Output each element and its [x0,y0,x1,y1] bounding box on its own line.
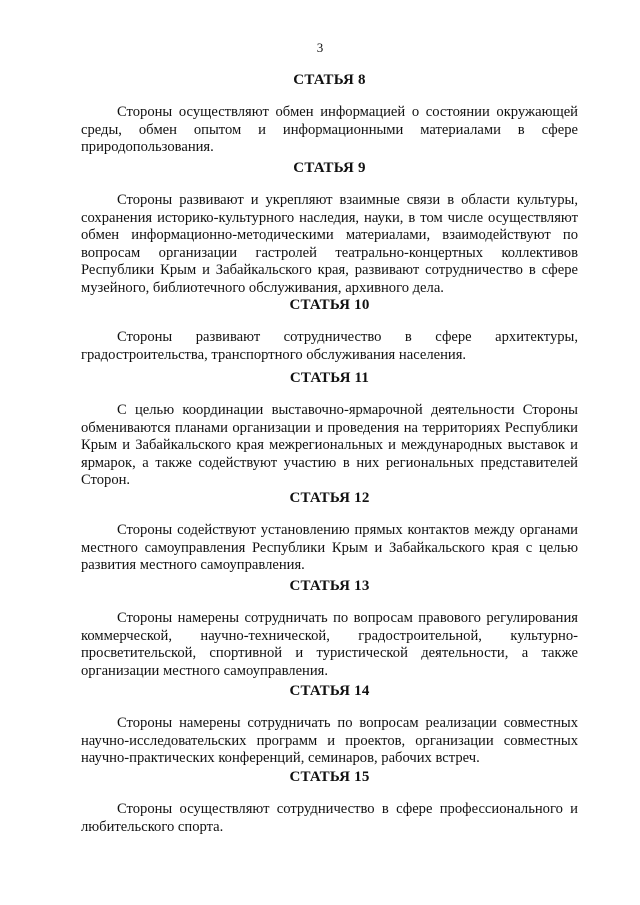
article-text: Стороны развивают и укрепляют взаимные связи в области культуры, сохранения историко-культурного наследия, науки, в том числе осуществляют обмен информационно-методическими материалами, взаимодействуют по вопросам организации гастролей театрально-концертных коллективов Республики Крым и Забайкальского края, развивают сотрудничество в сфере музейного, библиотечного обслуживания, архивного дела. [81,192,578,296]
article-heading: СТАТЬЯ 15 [289,769,370,785]
article-text: Стороны намерены сотрудничать по вопросам реализации совместных научно-исследовательских программ и проектов, организации совместных научно-практических конференций, семинаров, рабочих встреч. [81,715,578,767]
page-number: 3 [316,40,324,55]
article-heading: СТАТЬЯ 10 [289,297,370,313]
article-text: Стороны осуществляют обмен информацией о состоянии окружающей среды, обмен опытом и информационными материалами в сфере природопользования. [81,104,578,156]
article-13 [81,576,578,680]
article-14 [81,681,578,768]
article-8 [81,70,578,157]
article-10 [81,295,578,364]
article-heading: СТАТЬЯ 13 [289,578,370,594]
article-12 [81,488,578,575]
article-heading: СТАТЬЯ 11 [289,370,370,386]
article-11 [81,368,578,490]
article-heading: СТАТЬЯ 8 [293,72,366,88]
article-heading: СТАТЬЯ 12 [289,490,370,506]
article-text: Стороны развивают сотрудничество в сфере архитектуры, градостроительства, транспортного обслуживания населения. [81,329,578,363]
article-15 [81,767,578,836]
article-text: С целью координации выставочно-ярмарочной деятельности Стороны обмениваются планами организации и проведения на территориях Республики Крым и Забайкальского края межрегиональных и международных выставок и ярмарок, а также содействуют участию в них региональных представителей Сторон. [81,402,578,489]
article-heading: СТАТЬЯ 9 [293,160,366,176]
article-heading: СТАТЬЯ 14 [289,683,370,699]
article-text: Стороны осуществляют сотрудничество в сфере профессионального и любительского спорта. [81,801,578,835]
article-text: Стороны содействуют установлению прямых контактов между органами местного самоуправления Республики Крым и Забайкальского края с целью развития местного самоуправления. [81,522,578,574]
article-9 [81,158,578,298]
article-text: Стороны намерены сотрудничать по вопросам правового регулирования коммерческой, научно-технической, градостроительной, культурно-просветительской, спортивной и туристической деятельности, а также организации местного самоуправления. [81,610,578,679]
